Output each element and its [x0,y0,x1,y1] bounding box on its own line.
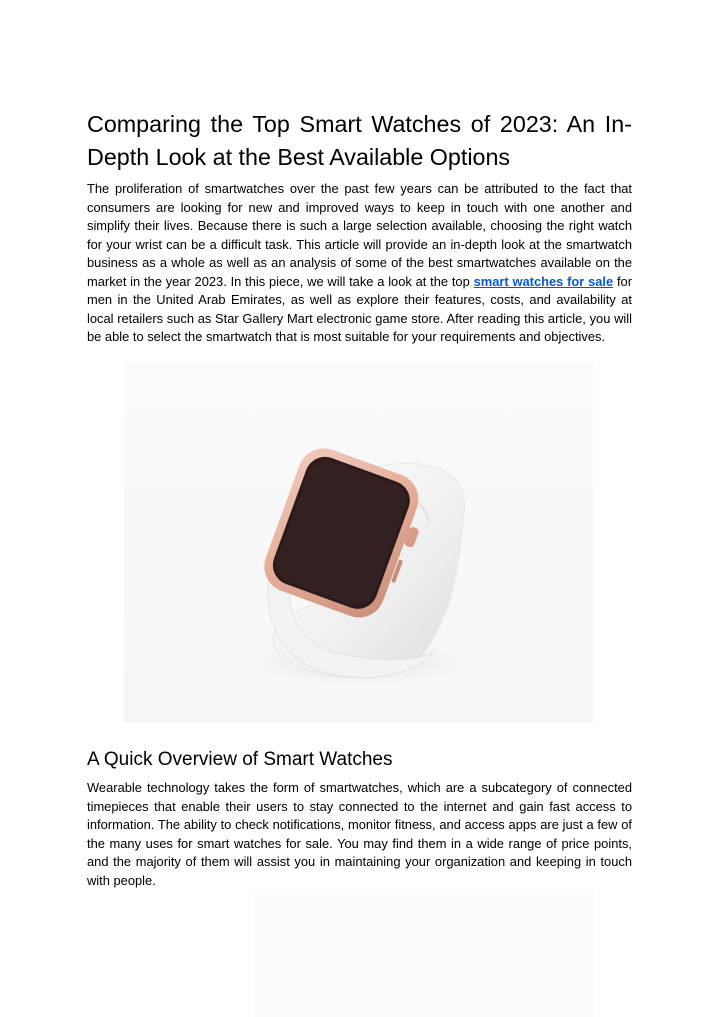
section-paragraph: Wearable technology takes the form of smartwatches, which are a subcategory of connected timepieces that enable their users to stay connected to the internet and gain fast access to information. The ability to check notifications, monitor fitness, and access apps are just a few of the many uses for smart watches for sale. You may find them in a wide range of price points, and the majority of them will assist you in maintaining your organization and keeping in touch with people. [87,780,632,888]
smartwatch-illustration [124,362,593,723]
background-fade [255,890,595,1017]
article-title: Comparing the Top Smart Watches of 2023: An In-Depth Look at the Best Available Options [87,111,632,170]
section-heading: A Quick Overview of Smart Watches [87,749,393,770]
intro-text-before-link: The proliferation of smartwatches over the past few years can be attributed to the fact that consumers are looking for new and improved ways to keep in touch with one another and simplify their lives. Because there is such a large selection available, choosing the right watch for your wrist can be a difficult task. This article will provide an in-depth look at the smartwatch business as a whole as well as an analysis of some of the best smartwatches available on the market in the year 2023. In this piece, we will take a look at the top [87,181,632,289]
smartwatch-photo [124,362,593,723]
intro-text-after-link: for men in the United Arab Emirates, as well as explore their features, costs, and availability at local retailers such as Star Gallery Mart electronic game store. After reading this article, you will be able to select the smartwatch that is most suitable for your requirements and objectives. [87,273,632,344]
smart-watches-link[interactable]: smart watches for sale [473,273,614,289]
intro-paragraph [87,180,632,347]
